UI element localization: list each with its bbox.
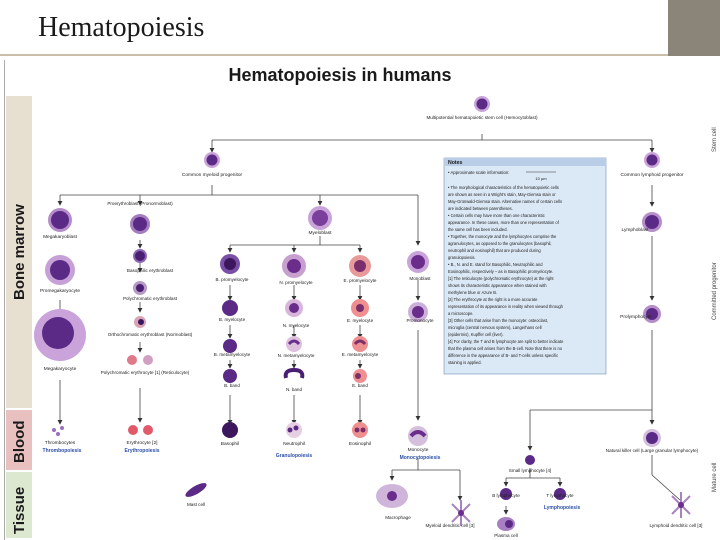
notes-line: microglia (central nervous system), Langerhans cell xyxy=(448,325,542,330)
notes-line: representation of its appearance in reality when viewed through xyxy=(448,304,563,309)
clp-cell xyxy=(644,152,660,168)
notes-line: methylene blue or Azure B. xyxy=(448,290,498,295)
notes-heading: Notes xyxy=(448,160,463,166)
b-promyelocyte-cell xyxy=(220,254,240,274)
prolymphocyte-label: Prolymphocyte xyxy=(620,315,652,320)
lymphoid-dc-cell xyxy=(672,492,690,518)
stem-cell-band-label: Stem cell xyxy=(712,127,718,152)
b-promyelocyte-label: B. promyelocyte xyxy=(215,277,249,282)
notes-line: • Together, the monocyte and the lymphocytes comprise the xyxy=(448,234,557,239)
bone-marrow-label: Bone marrow xyxy=(11,204,28,300)
n-band-label: N. band xyxy=(285,387,303,392)
b-lymphocyte-label: B lymphocyte xyxy=(492,493,520,498)
thrombopoiesis-label: Thrombopoiesis xyxy=(42,448,82,454)
eosinophil-label: Eosinophil xyxy=(348,442,372,447)
basophil-cell xyxy=(222,422,238,438)
proerythroblast-label: Proerythroblast (Pronormoblast) xyxy=(107,201,173,206)
erythropoiesis-label: Erythropoiesis xyxy=(124,448,160,454)
megakaryocyte-cell xyxy=(34,309,86,361)
macrophage-cell xyxy=(376,484,408,508)
n-metamyelocyte-label: N. metamyelocyte xyxy=(277,353,315,358)
polychromatic-erythroblast-label: Polychromatic erythroblast xyxy=(122,296,178,301)
notes-line: neutrophil and eosinophil) that are produced during xyxy=(448,248,541,253)
notes-line: staining is applied. xyxy=(448,360,482,365)
n-promyelocyte-label: N. promyelocyte xyxy=(279,280,313,285)
diagram-title: Hematopoiesis in humans xyxy=(228,65,452,85)
notes-line: difference in the appearance of B- and T-cells unless specific xyxy=(448,353,559,358)
notes-line: shows its characteristic appearance when stained with xyxy=(448,283,547,288)
notes-line: a microscope. xyxy=(448,311,474,316)
promonocyte-label: Promonocyte xyxy=(406,318,434,323)
committed-progenitor-band-label: Committed progenitor xyxy=(712,262,718,320)
lymphoid-dc-label: Lymphoid dendritic cell [3] xyxy=(649,523,703,528)
myeloblast-label: Myeloblast xyxy=(308,231,332,236)
monocyte-cell xyxy=(408,426,428,446)
notes-line: Eosinophilic, respectively – as in Basophilic promyelocyte. xyxy=(448,269,554,274)
basophilic-erythroblast-label: Basophilic erythroblast xyxy=(126,268,174,273)
monocytopoiesis-label: Monocytopoiesis xyxy=(399,455,441,461)
n-metamyelocyte-cell xyxy=(286,336,302,352)
small-lymphocyte-cell xyxy=(525,455,535,465)
orthochromatic-erythroblast-label: Orthochromatic erythroblast (Normoblast) xyxy=(107,332,193,337)
cmp-label: Common myeloid progenitor xyxy=(181,173,243,178)
e-metamyelocyte-label: E. metamyelocyte xyxy=(341,352,379,357)
notes-line: • B., N. and E. stand for Basophilic, Neutrophilic and xyxy=(448,262,543,267)
slide-title: Hematopoiesis xyxy=(38,12,205,43)
promegakaryocyte-label: Promegakaryocyte xyxy=(40,289,80,294)
eosinophil-cell xyxy=(352,422,368,438)
mast-cell-label: Mast cell xyxy=(186,502,206,507)
plasma-cell-label: Plasma cell xyxy=(494,533,518,538)
plasma-cell xyxy=(497,517,515,531)
notes-scale-text: • Approximate scale information: xyxy=(448,170,510,175)
b-myelocyte-cell xyxy=(222,300,238,316)
reticulocyte-cell xyxy=(127,355,153,365)
notes-line: [4] For clarity, the T and B lymphocyte are split to better indicate xyxy=(448,339,564,344)
megakaryocyte-label: Megakaryocyte xyxy=(43,367,77,372)
notes-line: appearance. In these cases, more than one representation of xyxy=(448,220,559,225)
basophilic-erythroblast-cell xyxy=(133,249,147,263)
granulopoiesis-label: Granulopoiesis xyxy=(275,453,313,459)
lymphoblast-label: Lymphoblast xyxy=(621,228,649,233)
e-promyelocyte-label: E. promyelocyte xyxy=(343,278,377,283)
notes-line: agranulocytes, as opposed to the granulocytes (basophil, xyxy=(448,241,552,246)
b-metamyelocyte-label: B. metamyelocyte xyxy=(213,352,251,357)
b-myelocyte-label: B. myelocyte xyxy=(218,317,246,322)
lymphopoiesis-label: Lymphopoiesis xyxy=(543,505,581,511)
e-myelocyte-cell xyxy=(351,299,369,317)
notes-line: [3] Other cells that arise from the monocyte: osteoclast, xyxy=(448,318,549,323)
b-band-label: B. band xyxy=(224,383,240,388)
hsc-label: Multipotential hematopoietic stem cell (Hemocytoblast) xyxy=(426,115,538,120)
n-myelocyte-cell xyxy=(285,299,303,317)
reticulocyte-label: Polychromatic erythrocyte [1] (Reticulocyte) xyxy=(100,370,190,375)
monoblast-cell xyxy=(407,251,429,273)
myeloid-dc-label: Myeloid dendritic cell [3] xyxy=(425,523,475,528)
notes-scale-value: 10 µm xyxy=(535,176,547,181)
nk-cell xyxy=(643,429,661,447)
n-myelocyte-label: N. myelocyte xyxy=(282,323,310,328)
tissue-label: Tissue xyxy=(11,486,28,534)
e-band-cell xyxy=(353,369,367,383)
mast-cell xyxy=(184,481,209,500)
neutrophil-label: Neutrophil xyxy=(283,442,305,447)
e-metamyelocyte-cell xyxy=(352,336,368,352)
notes-line: May-Grünwald-Giemsa stain. Alternative names of certain cells xyxy=(448,199,562,204)
notes-line: (epidermis), Kupffer cell (liver). xyxy=(448,332,504,337)
notes-line: • The morphological characteristics of the hematopoietic cells xyxy=(448,185,559,190)
polychromatic-erythroblast-cell xyxy=(133,281,147,295)
basophil-label: Basophil xyxy=(220,442,240,447)
b-metamyelocyte-cell xyxy=(223,339,237,353)
prolymphocyte-cell xyxy=(643,305,661,323)
thrombocytes-label: Thrombocytes xyxy=(44,441,76,446)
monocyte-label: Monocyte xyxy=(407,448,429,453)
megakaryoblast-cell xyxy=(48,208,72,232)
megakaryoblast-label: Megakaryoblast xyxy=(43,235,77,240)
notes-line: the same cell has been included. xyxy=(448,227,508,232)
cmp-cell xyxy=(204,152,220,168)
n-band-cell xyxy=(286,370,303,378)
erythrocyte-label: Erythrocyte [2] xyxy=(126,441,158,446)
monoblast-label: Monoblast xyxy=(409,276,431,281)
notes-line: are shown as seen in a Wright's stain, May-Giemsa stain or xyxy=(448,192,556,197)
myeloblast-cell xyxy=(308,206,332,230)
clp-label: Common lymphoid progenitor xyxy=(620,173,684,178)
notes-line: are indicated between parentheses. xyxy=(448,206,513,211)
notes-header-bar xyxy=(444,158,606,166)
neutrophil-cell xyxy=(286,422,302,438)
small-lymphocyte-label: Small lymphocyte [4] xyxy=(508,468,552,473)
notes-line: • Certain cells may have more than one characteristic xyxy=(448,213,545,218)
erythrocyte-cell xyxy=(128,425,153,435)
e-promyelocyte-cell xyxy=(349,255,371,277)
nk-cell-label: Natural killer cell (Large granular lymphocyte) xyxy=(605,448,699,453)
e-band-label: E. band xyxy=(352,383,368,388)
orthochromatic-erythroblast-cell xyxy=(134,316,146,328)
notes-line: [2] The erythrocyte at the right is a more accurate xyxy=(448,297,538,302)
thrombocytes-cell xyxy=(52,426,64,436)
promegakaryocyte-cell xyxy=(45,255,75,285)
proerythroblast-cell xyxy=(130,214,150,234)
e-myelocyte-label: E. myelocyte xyxy=(346,318,374,323)
blood-label: Blood xyxy=(11,420,28,463)
n-promyelocyte-cell xyxy=(282,254,306,278)
notes-line: granulopoiesis. xyxy=(448,255,476,260)
notes-line: [1] The reticulocyte (polychromatic erythrocyte) at the right xyxy=(448,276,554,281)
hsc-cell xyxy=(474,96,490,112)
mature-cell-band-label: Mature cell xyxy=(712,462,718,492)
macrophage-label: Macrophage xyxy=(385,515,411,520)
notes-line: that the plasma cell arises from the B-cell. Note that there is no xyxy=(448,346,562,351)
t-lymphocyte-label: T lymphocyte xyxy=(546,493,574,498)
b-band-cell xyxy=(223,369,237,383)
